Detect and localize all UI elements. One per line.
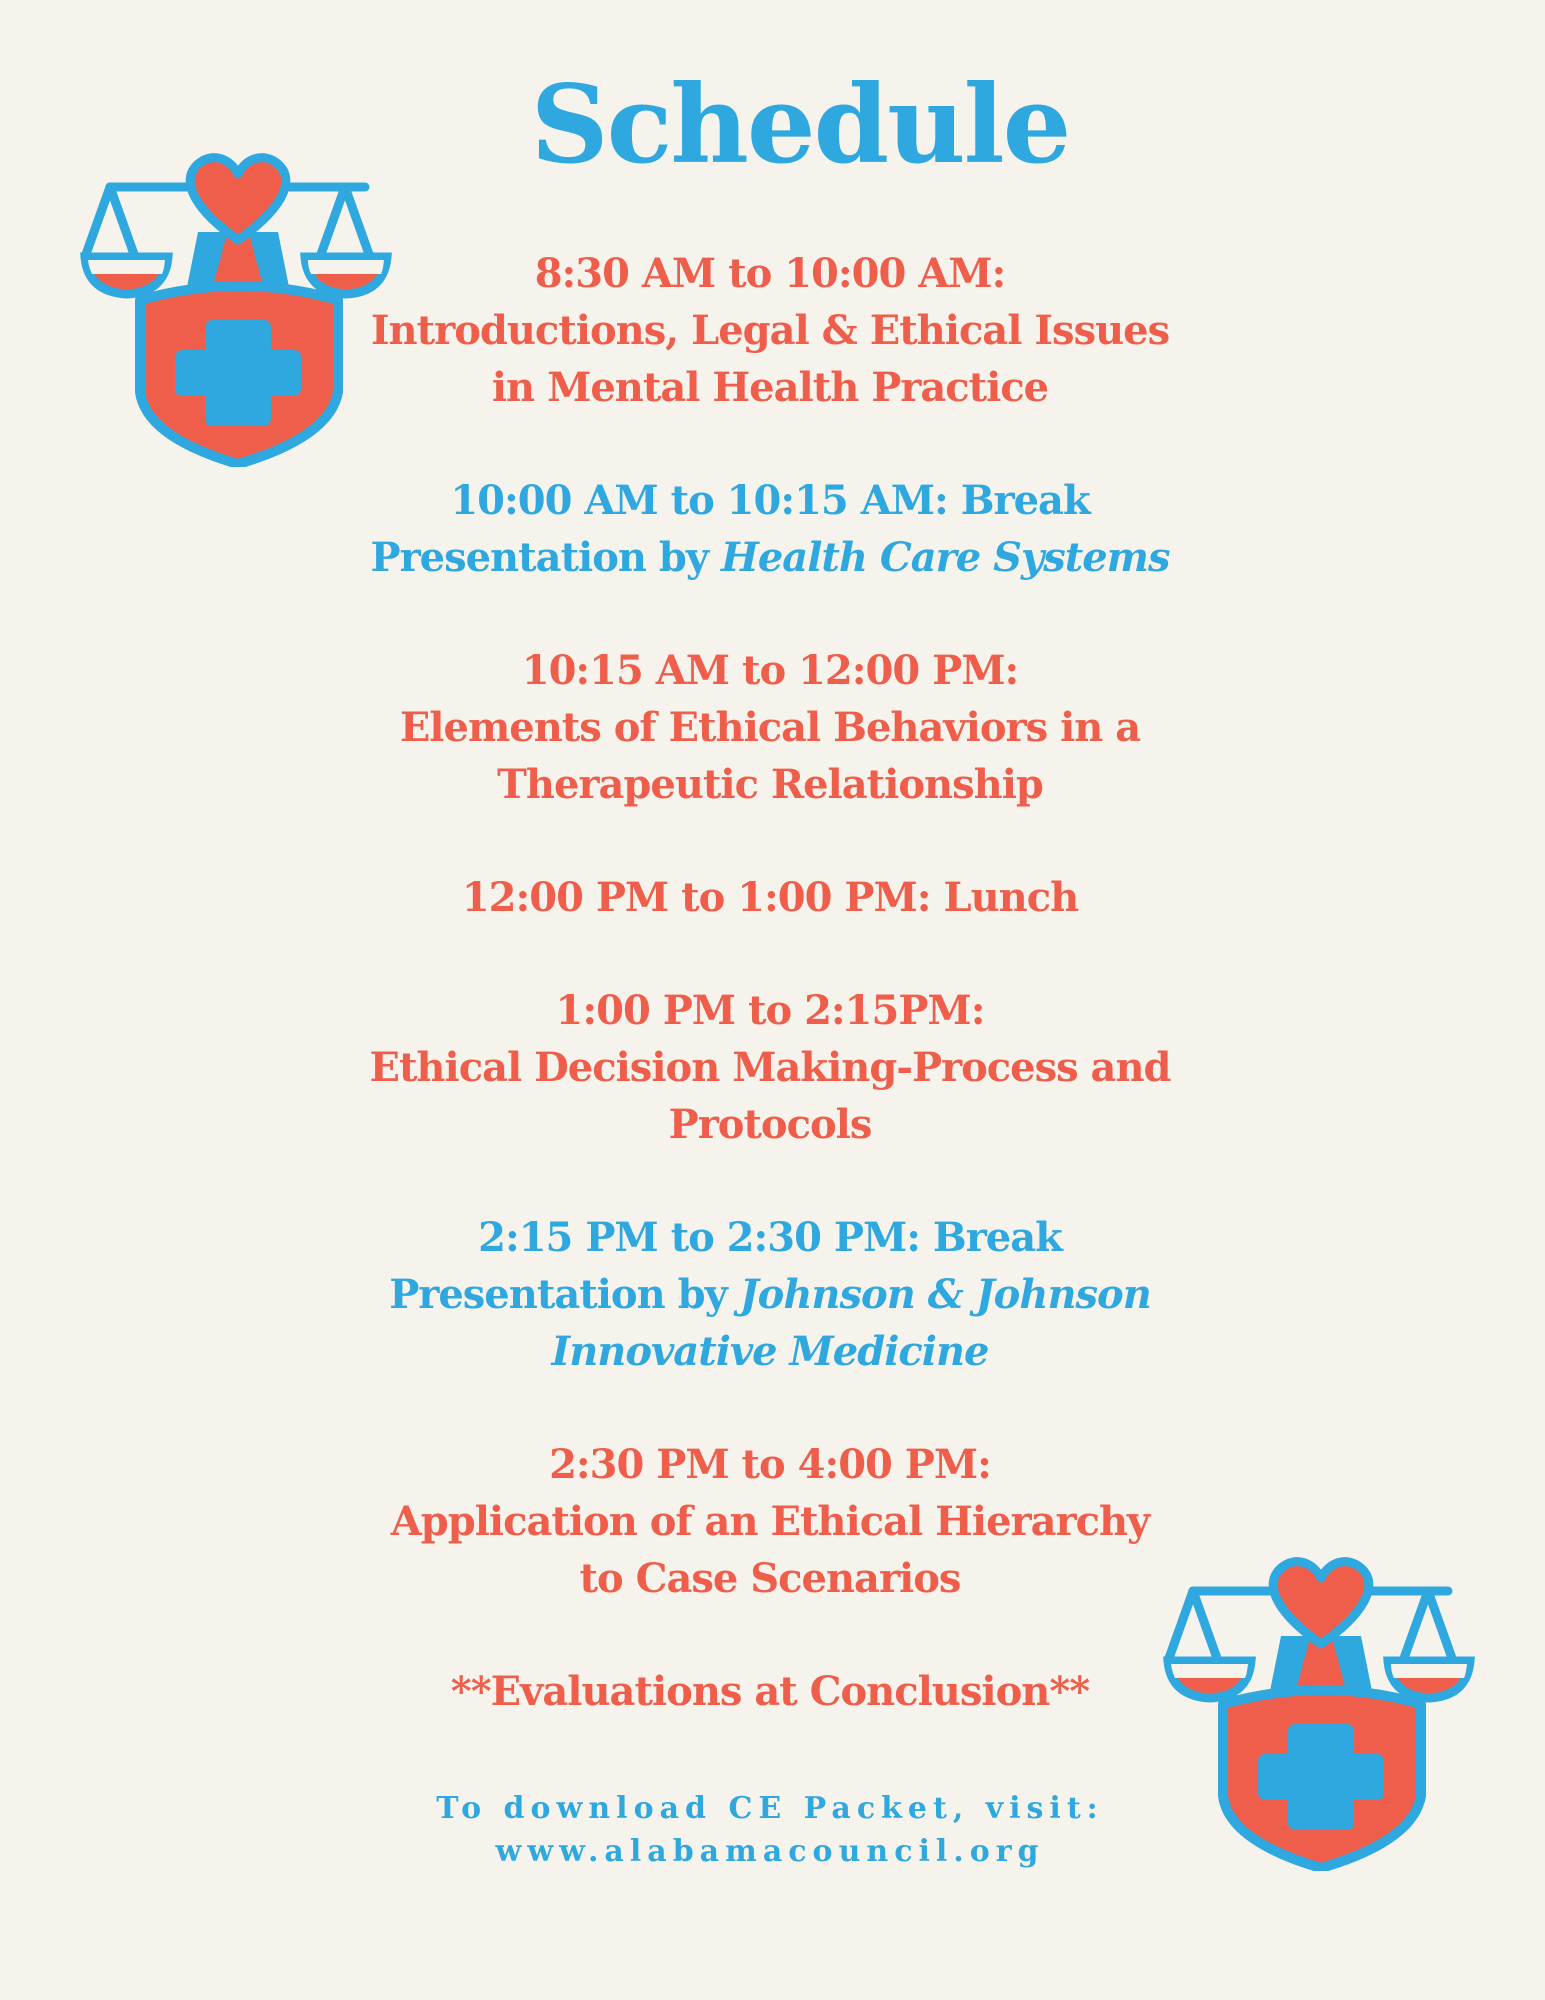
footer-instruction: To download CE Packet, visit:: [436, 1791, 1104, 1826]
schedule-item: [340, 642, 1200, 813]
schedule-topic: in Mental Health Practice: [491, 364, 1049, 411]
evaluations-text: **Evaluations at Conclusion**: [450, 1668, 1090, 1715]
schedule-topic: Ethical Decision Making-Process and: [369, 1044, 1171, 1091]
presentation-line: [340, 1266, 1200, 1323]
schedule-topic: to Case Scenarios: [579, 1555, 961, 1602]
footer: [380, 1787, 1160, 1873]
page-title: Schedule: [530, 62, 1070, 188]
presentation-line: [340, 529, 1200, 586]
presenter-name: Johnson & Johnson: [739, 1271, 1151, 1318]
presenter-name: Health Care Systems: [721, 534, 1170, 581]
schedule-time: 2:30 PM to 4:00 PM:: [549, 1441, 991, 1488]
schedule-time: 8:30 AM to 10:00 AM:: [534, 250, 1006, 297]
schedule-time: 12:00 PM to 1:00 PM: Lunch: [461, 874, 1079, 921]
schedule-time: 10:00 AM to 10:15 AM: Break: [450, 477, 1090, 524]
schedule-item: [340, 245, 1200, 416]
schedule-topic: Introductions, Legal & Ethical Issues: [370, 307, 1170, 354]
evaluations-note: [340, 1663, 1200, 1720]
presentation-prefix: Presentation by: [389, 1271, 740, 1318]
schedule-item: [340, 982, 1200, 1153]
schedule-topic: Application of an Ethical Hierarchy: [390, 1498, 1150, 1545]
schedule-item-lunch: [340, 869, 1200, 926]
footer-url-link[interactable]: www.alabamacouncil.org: [495, 1834, 1045, 1869]
schedule-time: 2:15 PM to 2:30 PM: Break: [478, 1214, 1062, 1261]
schedule-topic: Therapeutic Relationship: [497, 761, 1043, 808]
schedule-time: 10:15 AM to 12:00 PM:: [521, 647, 1019, 694]
schedule-list: [340, 245, 1200, 1720]
schedule-item-break: [340, 1209, 1200, 1380]
schedule-item-break: [340, 472, 1200, 586]
scales-heart-shield-cross-icon: [1163, 1556, 1478, 1871]
schedule-topic: Elements of Ethical Behaviors in a: [399, 704, 1141, 751]
schedule-time: 1:00 PM to 2:15PM:: [555, 987, 985, 1034]
schedule-item: [340, 1436, 1200, 1607]
presentation-prefix: Presentation by: [370, 534, 722, 581]
presenter-name: Innovative Medicine: [551, 1328, 989, 1375]
schedule-topic: Protocols: [668, 1101, 872, 1148]
